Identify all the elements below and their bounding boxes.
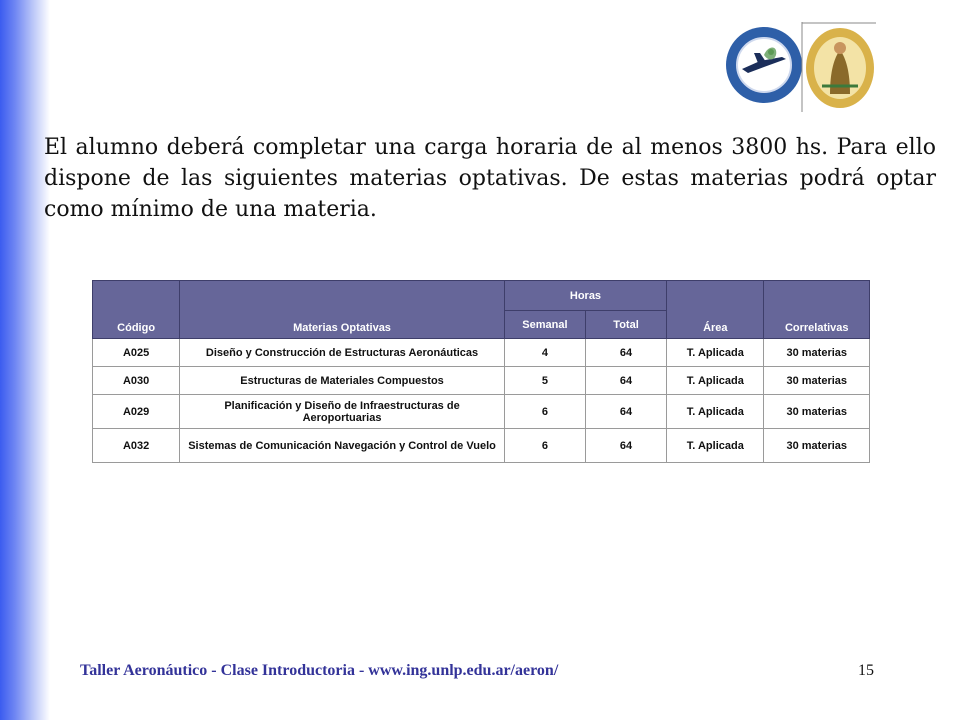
header-correlativas: Correlativas [764,281,870,339]
university-seal-icon [800,22,876,112]
header-horas: Horas [504,281,666,311]
cell-semanal: 6 [504,395,585,429]
cell-total: 64 [585,395,666,429]
cell-total: 64 [585,339,666,367]
cell-area: T. Aplicada [667,367,764,395]
cell-total: 64 [585,367,666,395]
table-row [93,395,870,429]
cell-total: 64 [585,429,666,463]
cell-materia: Estructuras de Materiales Compuestos [180,367,505,395]
cell-area: T. Aplicada [667,339,764,367]
cell-codigo: A030 [93,367,180,395]
header-area: Área [667,281,764,339]
footer-text: Taller Aeronáutico - Clase Introductoria - www.ing.unlp.edu.ar/aeron/ [80,662,559,679]
cell-materia: Sistemas de Comunicación Navegación y Control de Vuelo [180,429,505,463]
cell-materia: Planificación y Diseño de Infraestructuras de Aeroportuarias [180,395,505,429]
cell-correlativas: 30 materias [764,429,870,463]
cell-codigo: A025 [93,339,180,367]
cell-correlativas: 30 materias [764,395,870,429]
cell-area: T. Aplicada [667,395,764,429]
cell-semanal: 6 [504,429,585,463]
department-seal-icon [724,25,804,105]
cell-semanal: 5 [504,367,585,395]
table-row [93,339,870,367]
table-row [93,367,870,395]
page-number: 15 [858,662,874,679]
header-total: Total [585,311,666,339]
optativas-table [92,280,870,463]
logos [724,22,876,114]
cell-semanal: 4 [504,339,585,367]
cell-correlativas: 30 materias [764,367,870,395]
cell-correlativas: 30 materias [764,339,870,367]
table-row [93,429,870,463]
cell-area: T. Aplicada [667,429,764,463]
header-materias: Materias Optativas [180,281,505,339]
left-gradient-bar [0,0,50,720]
cell-materia: Diseño y Construcción de Estructuras Aeronáuticas [180,339,505,367]
cell-codigo: A029 [93,395,180,429]
header-semanal: Semanal [504,311,585,339]
intro-paragraph: El alumno deberá completar una carga horaria de al menos 3800 hs. Para ello dispone de las siguientes materias optativas. De estas materias podrá optar como mínimo de una materia. [44,135,936,222]
header-codigo: Código [93,281,180,339]
cell-codigo: A032 [93,429,180,463]
